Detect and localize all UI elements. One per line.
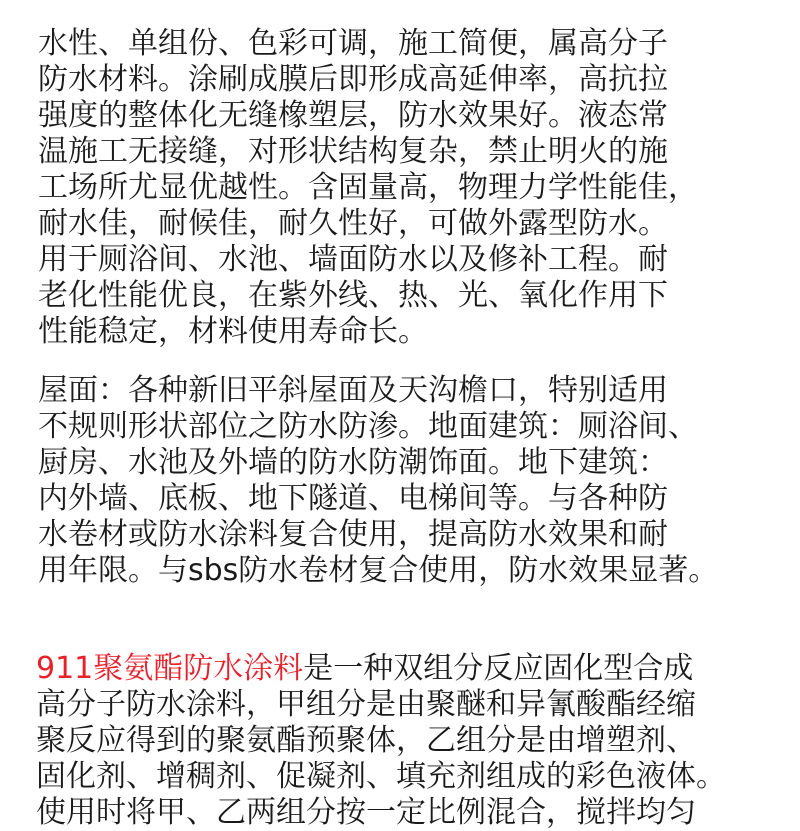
text-line: 高分子防水涂料，甲组分是由聚醚和异氰酸酯经缩 — [36, 687, 696, 722]
text-line: 用于厕浴间、水池、墙面防水以及修补工程。耐 — [38, 242, 668, 277]
product-name-highlight: 911聚氨酯防水涂料 — [36, 651, 304, 686]
text-line: 内外墙、底板、地下隧道、电梯间等。与各种防 — [38, 481, 668, 516]
text-segment: 是一种双组分反应固化型合成 — [303, 651, 694, 686]
text-line: 聚反应得到的聚氨酯预聚体，乙组分是由增塑剂、 — [36, 723, 696, 758]
text-line: 用年限。与sbs防水卷材复合使用，防水效果显著。 — [38, 553, 719, 588]
paragraph-applications — [38, 373, 798, 589]
text-line: 强度的整体化无缝橡塑层，防水效果好。液态常 — [38, 98, 668, 133]
paragraph-properties — [38, 26, 798, 350]
text-line: 防水材料。涂刷成膜后即形成高延伸率，高抗拉 — [38, 62, 668, 97]
text-line: 屋面：各种新旧平斜屋面及天沟檐口，特别适用 — [38, 373, 668, 408]
paragraph-product-911 — [36, 651, 796, 831]
text-line: 水性、单组份、色彩可调，施工简便，属高分子 — [38, 26, 668, 61]
text-line: 温施工无接缝，对形状结构复杂，禁止明火的施 — [38, 134, 668, 169]
text-line: 工场所尤显优越性。含固量高，物理力学性能佳， — [38, 170, 698, 205]
text-line: 老化性能优良，在紫外线、热、光、氧化作用下 — [38, 278, 668, 313]
text-line: 厨房、水池及外墙的防水防潮饰面。地下建筑： — [38, 445, 668, 480]
text-line: 水卷材或防水涂料复合使用，提高防水效果和耐 — [38, 517, 668, 552]
text-line: 使用时将甲、乙两组分按一定比例混合，搅拌均匀 — [36, 795, 696, 830]
text-line — [36, 651, 796, 687]
text-line: 性能稳定，材料使用寿命长。 — [38, 314, 428, 349]
text-line: 固化剂、增稠剂、促凝剂、填充剂组成的彩色液体。 — [36, 759, 726, 794]
text-line: 不规则形状部位之防水防渗。地面建筑：厕浴间、 — [38, 409, 698, 444]
text-line: 耐水佳，耐候佳，耐久性好，可做外露型防水。 — [38, 206, 668, 241]
